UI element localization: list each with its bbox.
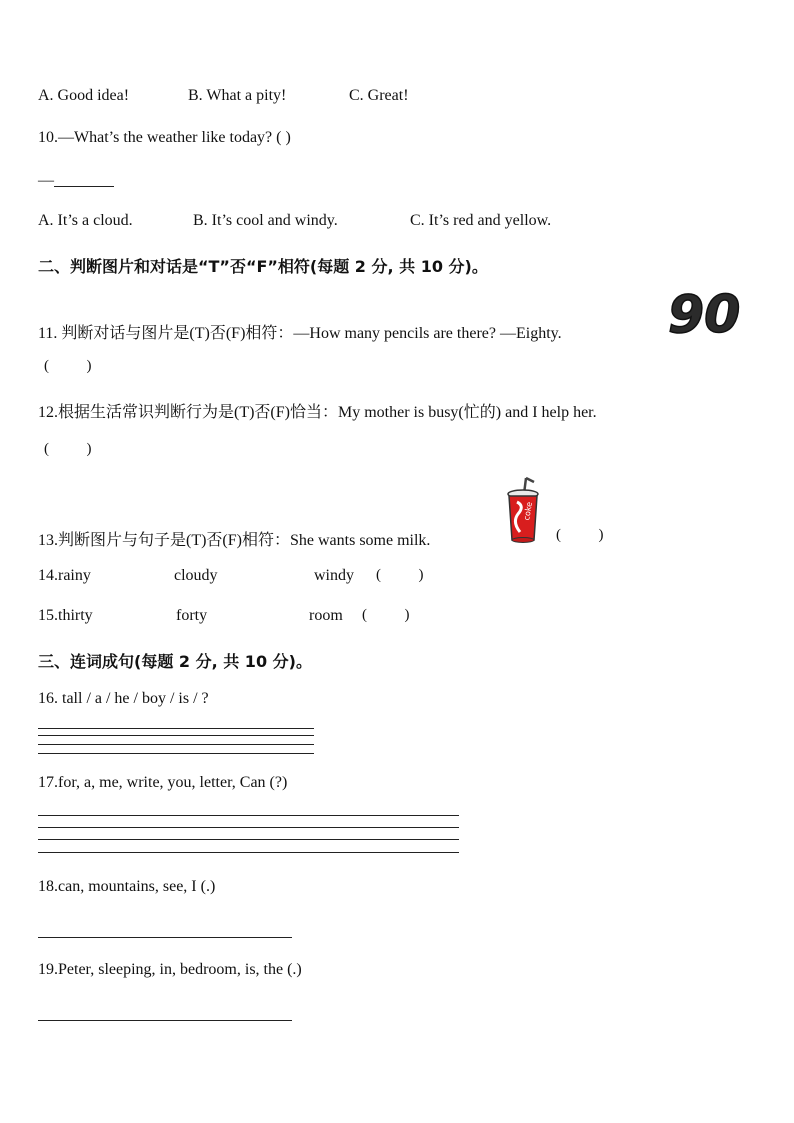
q14-answer-paren[interactable]: ( ) (376, 567, 424, 583)
q14-word1: 14.rainy (38, 567, 91, 584)
q12-text: 12.根据生活常识判断行为是(T)否(F)恰当：My mother is busy(忙的) and I help her. (38, 404, 597, 421)
q17-text: 17.for, a, me, write, you, letter, Can (?) (38, 774, 288, 791)
q13-cup-image (504, 476, 544, 544)
q16-writing-line-3[interactable] (38, 744, 314, 745)
q9-option-b: B. What a pity! (188, 87, 287, 104)
q15-word1: 15.thirty (38, 607, 93, 624)
q15-word3: room (309, 607, 343, 624)
cup-label: coke (522, 501, 535, 522)
q13-text: 13.判断图片与句子是(T)否(F)相符：She wants some milk. (38, 532, 431, 549)
q16-writing-line-1[interactable] (38, 728, 314, 729)
section2-heading: 二、判断图片和对话是“T”否“F”相符(每题 2 分, 共 10 分)。 (38, 257, 488, 276)
q18-text: 18.can, mountains, see, I (.) (38, 878, 216, 895)
q10-option-b: B. It’s cool and windy. (193, 212, 338, 229)
q10-answer-prefix: — (38, 172, 54, 189)
q18-answer-line[interactable] (38, 937, 292, 938)
q19-answer-line[interactable] (38, 1020, 292, 1021)
q10-answer-line (38, 170, 114, 190)
q16-text: 16. tall / a / he / boy / is / ? (38, 690, 209, 707)
q10-question: 10.—What’s the weather like today? ( ) (38, 129, 291, 146)
q15-answer-paren[interactable]: ( ) (362, 607, 410, 623)
section3-heading: 三、连词成句(每题 2 分, 共 10 分)。 (38, 652, 312, 671)
q17-writing-line-1[interactable] (38, 815, 459, 816)
drink-cup-icon (504, 476, 544, 544)
q11-number-image (668, 284, 740, 340)
q17-writing-line-4[interactable] (38, 852, 459, 853)
q16-writing-line-2[interactable] (38, 735, 314, 736)
q11-text: 11. 判断对话与图片是(T)否(F)相符：—How many pencils are there? —Eighty. (38, 325, 562, 342)
q10-answer-blank[interactable] (54, 170, 114, 187)
q13-answer-paren[interactable]: ( ) (556, 527, 604, 543)
q17-writing-line-3[interactable] (38, 839, 459, 840)
q19-text: 19.Peter, sleeping, in, bedroom, is, the (.) (38, 961, 302, 978)
ninety-picture (668, 284, 740, 340)
ninety-picture-text: 90 (668, 285, 740, 340)
q14-word2: cloudy (174, 567, 218, 584)
q9-option-a: A. Good idea! (38, 87, 130, 104)
q10-option-a: A. It’s a cloud. (38, 212, 133, 229)
q15-word2: forty (176, 607, 208, 624)
q16-writing-line-4[interactable] (38, 753, 314, 754)
q10-option-c: C. It’s red and yellow. (410, 212, 552, 229)
q9-option-c: C. Great! (349, 87, 409, 104)
q11-answer-paren[interactable]: ( ) (44, 358, 92, 374)
q17-writing-line-2[interactable] (38, 827, 459, 828)
q12-answer-paren[interactable]: ( ) (44, 441, 92, 457)
q14-word3: windy (314, 567, 354, 584)
